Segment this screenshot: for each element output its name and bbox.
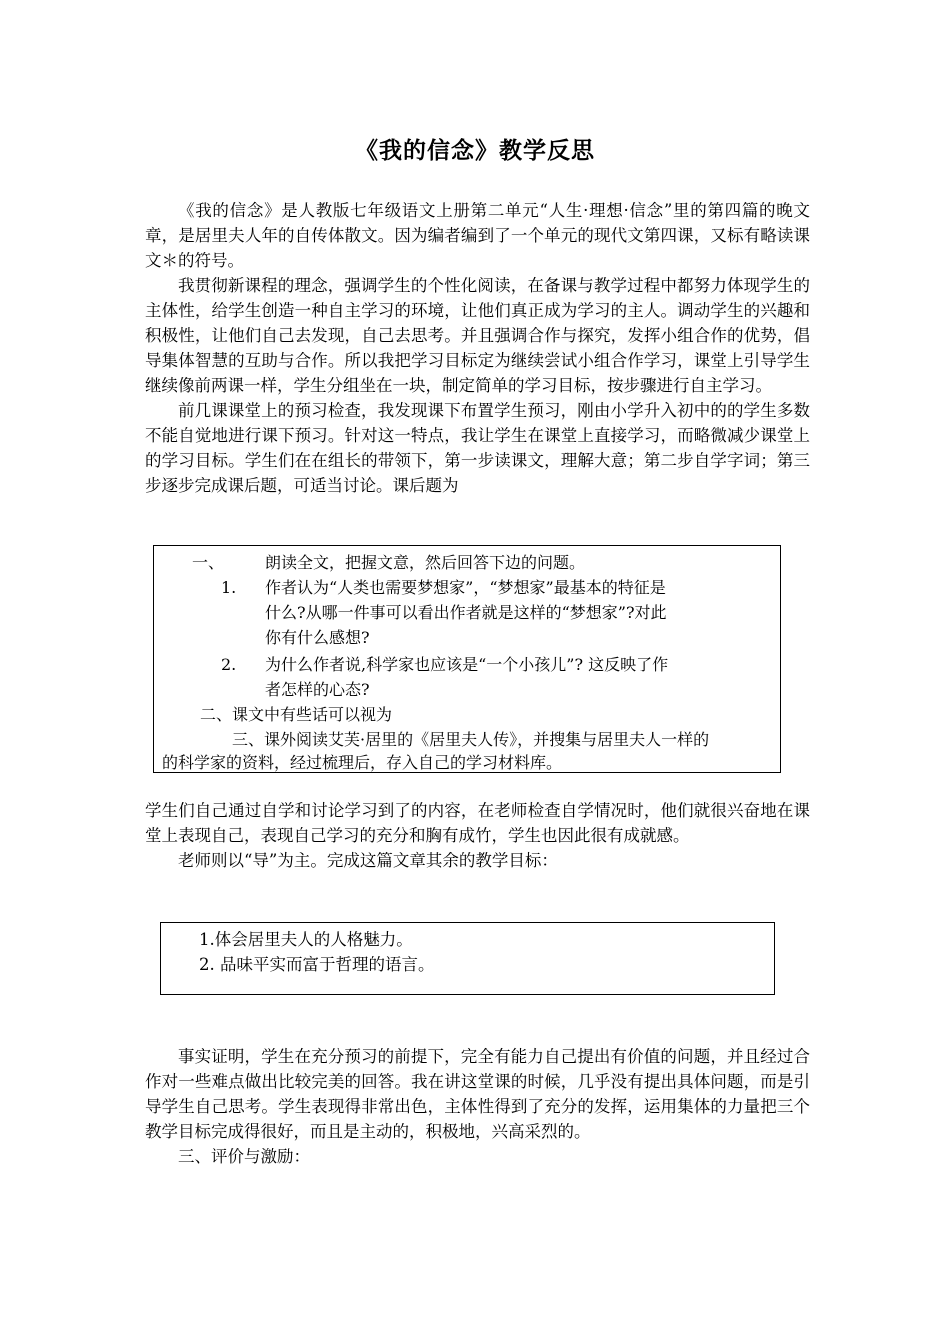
question-item: 朗读全文，把握文意，然后回答下边的问题。 xyxy=(265,553,586,572)
goal-item: 1.体会居里夫人的人格魅力。 xyxy=(199,930,413,949)
paragraph: 事实证明，学生在充分预习的前提下，完全有能力自己提出有价值的问题，并且经过合作对一些难点做出比较完美的回答。我在讲这堂课的时候，几乎没有提出具体问题，而是引导学生自己思考。学生表现得非常出色，主体性得到了充分的发挥，运用集体的力量把三个教学目标完成得很好，而且是主动的，积极地，兴高采烈的。 xyxy=(145,1047,810,1141)
question-line: 三、课外阅读艾芙·居里的《居里夫人传》，并搜集与居里夫人一样的 xyxy=(232,730,710,749)
intro-section xyxy=(145,198,810,498)
question-line: 为什么作者说,科学家也应该是“一个小孩儿”? 这反映了作 xyxy=(265,655,669,674)
middle-section xyxy=(145,798,810,873)
question-line: 的科学家的资料，经过梳理后，存入自己的学习材料库。 xyxy=(162,753,563,772)
section-heading: 三、评价与激励： xyxy=(178,1147,310,1166)
question-item: 二、课文中有些话可以视为 xyxy=(200,705,393,724)
teaching-goals-box xyxy=(160,922,775,995)
item-number: 一、 xyxy=(192,553,225,572)
final-section xyxy=(145,1044,810,1169)
item-number: 2. xyxy=(221,655,237,674)
question-line: 什么?从哪一件事可以看出作者就是这样的“梦想家”?对此 xyxy=(265,603,667,622)
question-line: 者怎样的心态? xyxy=(265,680,370,699)
paragraph: 学生们自己通过自学和讨论学习到了的内容，在老师检查自学情况时，他们就很兴奋地在课堂上表现自己，表现自己学习的充分和胸有成竹，学生也因此很有成就感。 xyxy=(145,801,810,845)
item-number: 1. xyxy=(221,578,237,597)
question-line: 作者认为“人类也需要梦想家”，“梦想家”最基本的特征是 xyxy=(265,578,666,597)
paragraph: 老师则以“导”为主。完成这篇文章其余的教学目标： xyxy=(178,851,558,870)
paragraph: 《我的信念》是人教版七年级语文上册第二单元“人生·理想·信念”里的第四篇的晚文章，是居里夫人年的自传体散文。因为编者编到了一个单元的现代文第四课，又标有略读课文＊的符号。 xyxy=(145,201,810,270)
page-title: 《我的信念》教学反思 xyxy=(355,138,595,164)
question-line: 你有什么感想? xyxy=(265,628,370,647)
homework-questions-box xyxy=(153,545,781,773)
paragraph: 前几课课堂上的预习检查，我发现课下布置学生预习，刚由小学升入初中的的学生多数不能自觉地进行课下预习。针对这一特点，我让学生在课堂上直接学习，而略微减少课堂上的学习目标。学生们在在组长的带领下，第一步读课文，理解大意；第二步自学字词；第三步逐步完成课后题，可适当讨论。课后题为 xyxy=(145,401,810,495)
goal-item: 2. 品味平实而富于哲理的语言。 xyxy=(199,955,435,974)
paragraph: 我贯彻新课程的理念，强调学生的个性化阅读，在备课与教学过程中都努力体现学生的主体性，给学生创造一种自主学习的环境，让他们真正成为学习的主人。调动学生的兴趣和积极性，让他们自己去发现，自己去思考。并且强调合作与探究，发挥小组合作的优势，倡导集体智慧的互助与合作。所以我把学习目标定为继续尝试小组合作学习，课堂上引导学生继续像前两课一样，学生分组坐在一块，制定简单的学习目标，按步骤进行自主学习。 xyxy=(145,276,810,395)
